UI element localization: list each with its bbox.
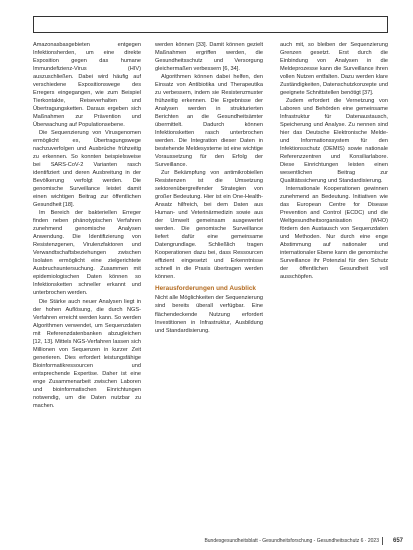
header-frame [33,16,388,33]
paragraph: Zudem erfordert die Vernetzung von Laboren und Behörden eine gemeinsame Infrastruktur für Datenaustausch, Speicherung und Analyse. Zu nennen sind hier das Deutsche Elektronische Melde- und Informationssystem für den Infektionsschutz (DEMIS) sowie nationale Referenzzentren und Konsiliarlabore. Diese Einrichtungen leisten einen wesentlichen Beitrag zur Qualitätssicherung und Standardisierung. [280,98,388,185]
paragraph: Zur Bekämpfung von antimikrobiellen Resistenzen ist die Umsetzung sektorenübergreifender Strategien von großer Bedeutung. Hier ist ein One-Health-Ansatz hilfreich, bei dem Daten aus Human- und Veterinärmedizin sowie aus der Umwelt gemeinsam ausgewertet werden. Die genomische Surveillance liefert dafür eine gemeinsame Datengrundlage. Schließlich tragen Kooperationen dazu bei, dass Ressourcen effizient eingesetzt und Erkenntnisse schnell in die Praxis übertragen werden können. [155,170,263,281]
paragraph: Amazonasbasgebieten entgegen Infektionsherden, um eine direkte Exposition gegen das humane Immundefizienz-Virus (HIV) auszuschließen. Dabei wird häufig auf verschiedene Expositionswege des Erregers eingegangen, wie zum Beispiel Tierkontakte, Reiseverhalten und Übertragungsketten. Daraus ergeben sich Maßnahmen zur Prävention und Überwachung auf Populationsebene. [33,42,141,129]
text-column-3 [280,41,388,531]
journal-reference: Bundesgesundheitsblatt - Gesundheitsforschung - Gesundheitsschutz 6 · 2023 [204,538,379,544]
page-number: 657 [392,538,403,544]
text-column-2 [155,41,263,531]
paragraph: Nicht alle Möglichkeiten der Sequenzierung sind bereits überall verfügbar. Eine flächendeckende Nutzung erfordert Investitionen in Infrastruktur, Ausbildung und Standardisierung. [155,295,263,334]
text-column-1 [33,41,141,531]
paragraph: Algorithmen können dabei helfen, den Einsatz von Antibiotika und Therapeutika zu verbessern, indem sie Resistenzmuster frühzeitig erkennen. Die Ergebnisse der Analysen werden in strukturierten Berichten an die Gesundheitsämter übermittelt. Dadurch können Infektionsketten rasch unterbrochen werden. Die Integration dieser Daten in bestehende Meldesysteme ist eine wichtige Voraussetzung für den Erfolg der Surveillance. [155,74,263,169]
paragraph: Die Stärke auch neuer Analysen liegt in der hohen Auflösung, die durch NGS-Verfahren erreicht werden kann. So werden Algorithmen verwendet, um Sequenzdaten mit Referenzdatenbanken abzugleichen [12, 13]. Mittels NGS-Verfahren lassen sich Millionen von Sequenzen in kurzer Zeit generieren. Dies erfordert leistungsfähige Bioinformatikressourcen und entsprechende Expertise. Daher ist eine enge Zusammenarbeit zwischen Laboren und bioinformatischen Einrichtungen notwendig, um die Daten nutzbar zu machen. [33,298,141,409]
paragraph: Die Sequenzierung von Virusgenomen ermöglicht es, Übertragungswege nachzuverfolgen und Ausbrüche frühzeitig zu erkennen. So konnten beispielsweise bei SARS-CoV-2 Varianten rasch identifiziert und deren Ausbreitung in der Bevölkerung verfolgt werden. Die genomische Surveillance leistet damit einen wichtigen Beitrag zur öffentlichen Gesundheit [18]. [33,130,141,209]
footer-divider [382,537,383,545]
page-footer [204,536,405,546]
section-heading: Herausforderungen und Ausblick [155,285,256,293]
paragraph: Internationale Kooperationen gewinnen zunehmend an Bedeutung. Initiativen wie das European Centre for Disease Prevention and Control (ECDC) und die Weltgesundheitsorganisation (WHO) fördern den Austausch von Sequenzdaten und Methoden. Nur durch eine enge Abstimmung auf nationaler und internationaler Ebene kann die genomische Surveillance ihr Potenzial für den Schutz der öffentlichen Gesundheit voll ausschöpfen. [280,186,388,281]
paragraph: werden können [33]. Damit können gezielt Maßnahmen ergriffen werden, die Gesundheitsschutz und Versorgung gleichermaßen verbessern [6, 34]. [155,42,263,73]
paragraph: Im Bereich der bakteriellen Erreger finden neben phänotypischen Verfahren zunehmend genomische Analysen Anwendung. Die Identifizierung von Resistenzgenen, Virulenzfaktoren und Verwandtschaftsbeziehungen zwischen Isolaten ermöglicht eine zielgerichtete Ausbruchsuntersuchung. Zusammen mit epidemiologischen Daten können so Infektionsketten schneller erkannt und unterbrochen werden. [33,210,141,297]
paragraph: auch mit, so bleiben der Sequenzierung Grenzen gesetzt. Erst durch die Einbindung von Analysen in die Meldeprozesse kann die Surveillance ihren vollen Nutzen entfalten. Dazu werden klare Zuständigkeiten, Datenschutzkonzepte und geeignete Schnittstellen benötigt [37]. [280,42,388,97]
